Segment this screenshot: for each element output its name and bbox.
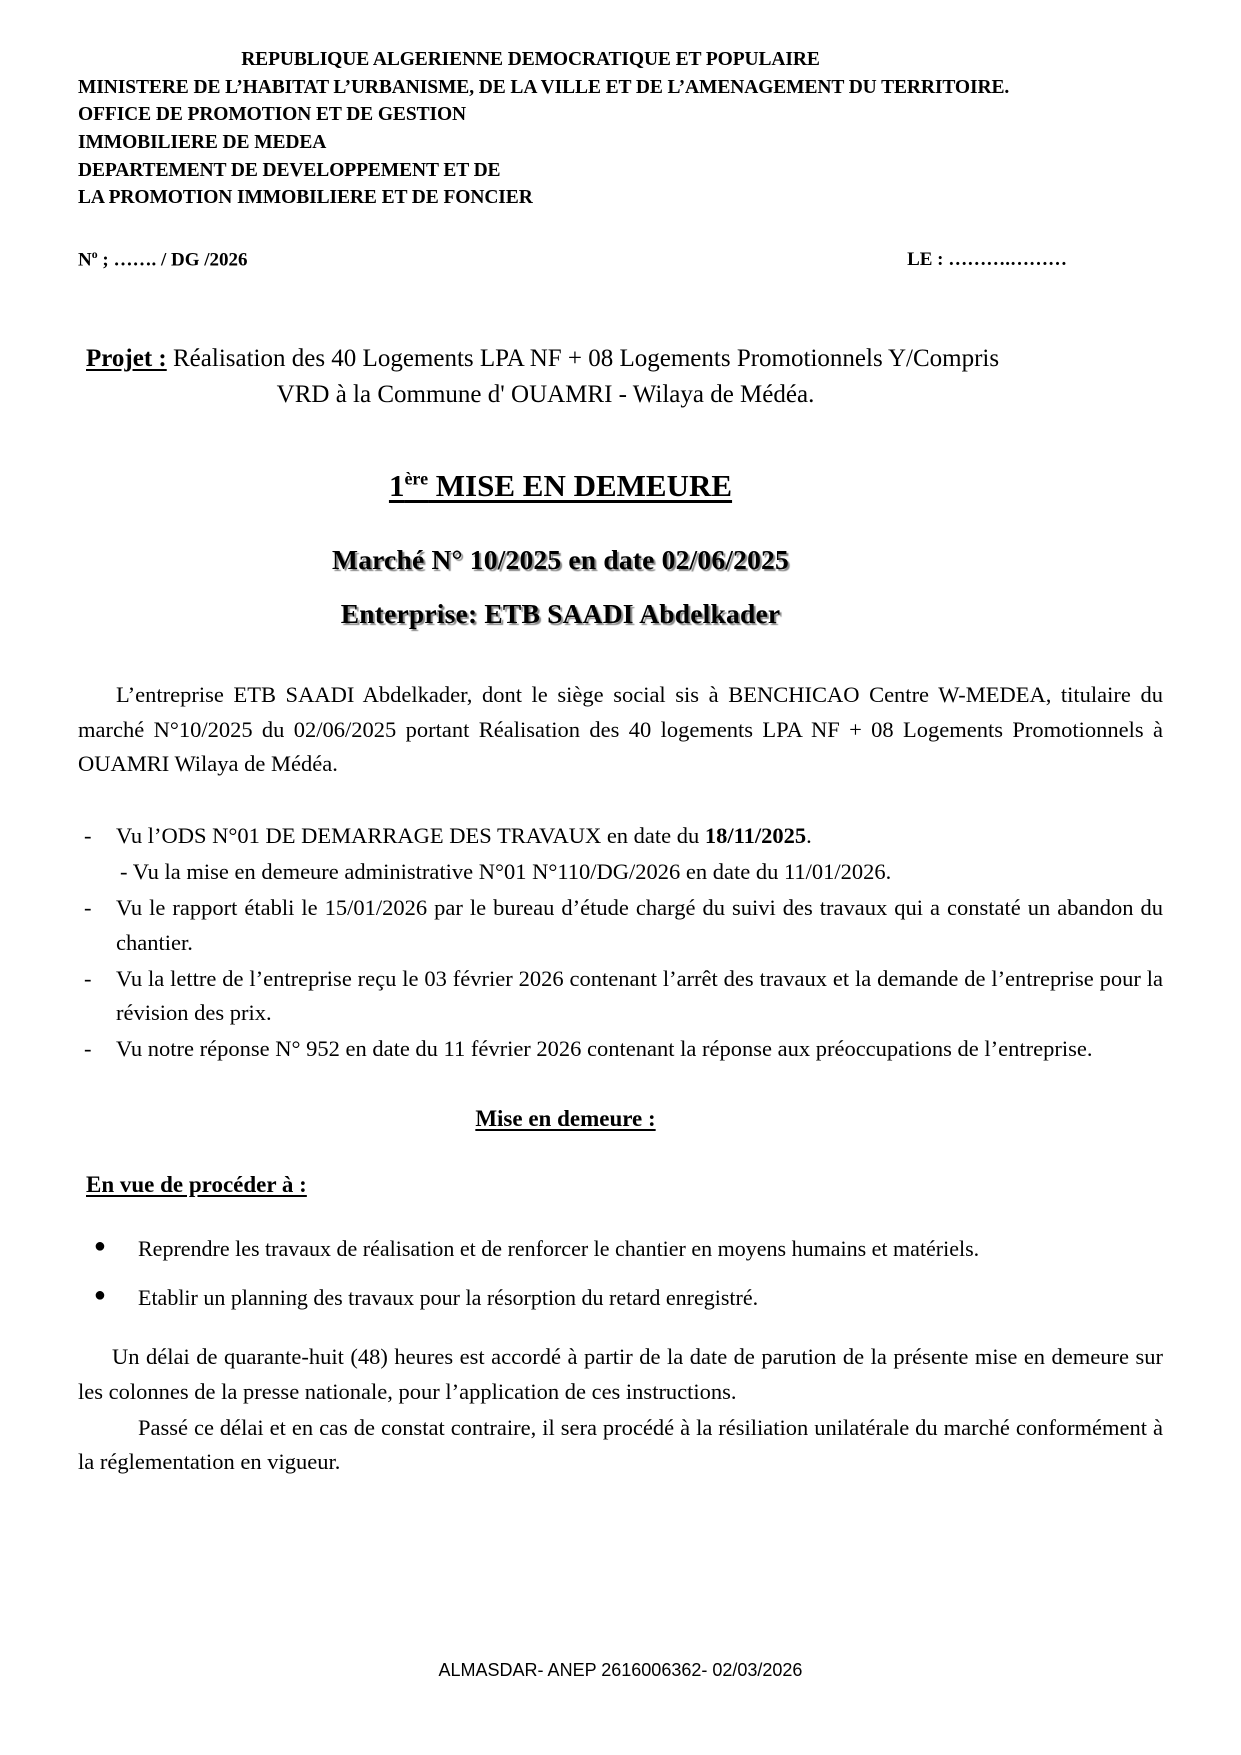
enterprise-title: Enterprise: ETB SAADI Abdelkader — [340, 598, 781, 630]
reference-row — [78, 248, 1163, 271]
letterhead — [78, 46, 1163, 212]
list-item — [78, 1032, 1163, 1066]
project-block — [78, 341, 1163, 412]
list-item — [78, 1232, 1163, 1265]
document-title-ordinal: ère — [404, 469, 429, 490]
section-heading-mise-en-demeure-text: Mise en demeure : — [475, 1106, 656, 1132]
closing-text-1: Un délai de quarante-huit (48) heures est accordé à partir de la date de parution de la présente mise en demeure sur les colonnes de la presse nationale, pour l’application de ces instructions. — [78, 1344, 1163, 1404]
list-item-text — [116, 819, 1163, 853]
list-dash-marker: - — [84, 965, 92, 991]
list-item-text: Etablir un planning des travaux pour la résorption du retard enregistré. — [138, 1285, 759, 1311]
considerations-list — [78, 819, 1163, 1066]
letterhead-line-1: REPUBLIQUE ALGERIENNE DEMOCRATIQUE ET POPULAIRE — [241, 49, 820, 70]
project-line-2: VRD à la Commune d' OUAMRI - Wilaya de Médéa. — [276, 380, 815, 408]
list-item — [78, 891, 1163, 959]
closing-paragraph-2 — [78, 1411, 1163, 1479]
list-item — [78, 962, 1163, 1030]
list-item-text: Vu le rapport établi le 15/01/2026 par le bureau d’étude chargé du suivi des travaux qui a constaté un abandon du chantier. — [116, 895, 1163, 955]
reference-number-sup: o — [91, 248, 98, 262]
page-footer: ALMASDAR- ANEP 2616006362- 02/03/2026 — [438, 1660, 803, 1680]
reference-date: LE : ……….……… — [907, 249, 1067, 271]
section-heading-mise-en-demeure — [78, 1106, 1163, 1132]
list-item — [78, 1281, 1163, 1314]
project-description-part-1: Réalisation des 40 Logements LPA NF + 08 Logements Promotionnels Y/Compris — [166, 345, 1000, 373]
contract-title: Marché N° 10/2025 en date 02/06/2025 — [332, 544, 789, 576]
closing-text-2: Passé ce délai et en cas de constat contraire, il sera procédé à la résiliation unilatérale du marché conformément à la réglementation en vigueur. — [78, 1414, 1163, 1474]
list-item-text-after: . — [806, 823, 812, 849]
intro-paragraph — [78, 678, 1163, 781]
bullet-icon: ● — [93, 1235, 106, 1258]
closing-paragraph-1 — [78, 1340, 1163, 1408]
list-item-text: Vu la lettre de l’entreprise reçu le 03 février 2026 contenant l’arrêt des travaux et la demande de l’entreprise pour la révision des prix. — [116, 965, 1163, 1025]
instructions-list — [78, 1232, 1163, 1314]
letterhead-line-5: DEPARTEMENT DE DEVELOPPEMENT ET DE — [78, 159, 501, 181]
intro-text: L’entreprise ETB SAADI Abdelkader, dont le siège social sis à BENCHICAO Centre W-MEDEA, titulaire du marché N°10/2025 du 02/06/2025 portant Réalisation des 40 logements LPA NF + 08 Logements Promotionnels à OUAMRI Wilaya de Médéa. — [78, 682, 1163, 776]
letterhead-line-2: MINISTERE DE L’HABITAT L’URBANISME, DE LA VILLE ET DE L’AMENAGEMENT DU TERRITOIRE. — [78, 76, 1010, 98]
section-heading-en-vue — [78, 1172, 1163, 1198]
project-label: Projet : — [86, 345, 167, 373]
document-title-rest: MISE EN DEMEURE — [428, 468, 733, 504]
list-item: - Vu la mise en demeure administrative N°01 N°110/DG/2026 en date du 11/01/2026. — [120, 859, 892, 885]
list-dash-marker: - — [84, 895, 92, 921]
bullet-icon: ● — [93, 1284, 106, 1307]
reference-number — [78, 248, 248, 271]
list-item-text: Vu notre réponse N° 952 en date du 11 février 2026 contenant la réponse aux préoccupations de l’entreprise. — [116, 1036, 1093, 1062]
list-item-text-before: Vu l’ODS N°01 DE DEMARRAGE DES TRAVAUX en date du — [116, 823, 705, 849]
document-title — [78, 468, 1163, 504]
letterhead-line-6: LA PROMOTION IMMOBILIERE ET DE FONCIER — [78, 187, 533, 209]
reference-number-label: N — [78, 249, 92, 271]
section-heading-en-vue-text: En vue de procéder à : — [86, 1172, 307, 1198]
list-dash-marker: - — [84, 823, 92, 849]
document-title-prefix: 1 — [388, 468, 405, 504]
reference-number-value: ; ……. / DG /2026 — [97, 249, 248, 271]
letterhead-line-4: IMMOBILIERE DE MEDEA — [78, 132, 327, 154]
project-line-1 — [78, 341, 1163, 377]
list-dash-marker: - — [84, 1036, 92, 1062]
document-title-underlined — [389, 468, 732, 503]
list-item-text: Reprendre les travaux de réalisation et de renforcer le chantier en moyens humains et matériels. — [138, 1236, 980, 1262]
list-item-highlight: 18/11/2025 — [704, 823, 807, 849]
letterhead-line-3: OFFICE DE PROMOTION ET DE GESTION — [78, 104, 467, 126]
list-item — [78, 819, 1163, 853]
